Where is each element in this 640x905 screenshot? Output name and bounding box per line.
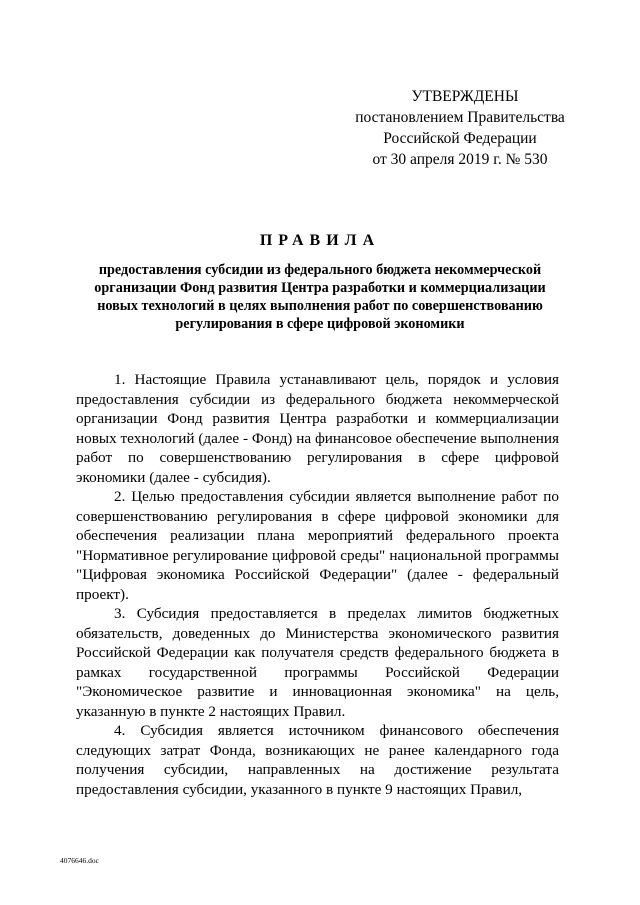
document-file-code: 4076646.doc bbox=[60, 856, 99, 865]
paragraph-3: 3. Субсидия предоставляется в пределах лимитов бюджетных обязательств, доведенных до Министерства экономического развития Российской Федерации как получателя средств федерального бюджета в рамках государственной программы Российской Федерации "Экономическое развитие и инновационная экономика" на цель, указанную в пункте 2 настоящих Правил. bbox=[76, 605, 559, 720]
document-body bbox=[76, 370, 559, 799]
approval-block bbox=[350, 86, 570, 170]
approval-line-1: постановлением Правительства bbox=[355, 109, 565, 126]
approved-title: УТВЕРЖДЕНЫ bbox=[411, 88, 519, 105]
approval-line-2: Российской Федерации bbox=[383, 130, 537, 147]
paragraph-2: 2. Целью предоставления субсидии является выполнение работ по совершенствованию регулирования в сфере цифровой экономики для обеспечения реализации плана мероприятий федерального проекта "Нормативное регулирование цифровой среды" национальной программы "Цифровая экономика Российской Федерации" (далее - федеральный проект). bbox=[76, 488, 559, 603]
subtitle-line-2: организации Фонд развития Центра разработки и коммерциализации bbox=[94, 280, 546, 296]
rules-subtitle bbox=[75, 261, 565, 333]
subtitle-line-3: новых технологий в целях выполнения работ по совершенствованию bbox=[97, 298, 543, 314]
rules-heading: ПРАВИЛА bbox=[259, 232, 381, 249]
paragraph-4: 4. Субсидия является источником финансового обеспечения следующих затрат Фонда, возникающих не ранее календарного года получения субсидии, направленных на достижение результата предоставления субсидии, указанного в пункте 9 настоящих Правил, bbox=[76, 722, 559, 798]
subtitle-line-4: регулирования в сфере цифровой экономики bbox=[175, 316, 465, 332]
approval-line-3: от 30 апреля 2019 г. № 530 bbox=[372, 151, 548, 168]
subtitle-line-1: предоставления субсидии из федерального бюджета некоммерческой bbox=[98, 262, 542, 278]
paragraph-1: 1. Настоящие Правила устанавливают цель, порядок и условия предоставления субсидии из федерального бюджета некоммерческой организации Фонд развития Центра разработки и коммерциализации новых технологий (далее - Фонд) на финансовое обеспечение выполнения работ по совершенствованию регулирования в сфере цифровой экономики (далее - субсидия). bbox=[76, 371, 559, 486]
